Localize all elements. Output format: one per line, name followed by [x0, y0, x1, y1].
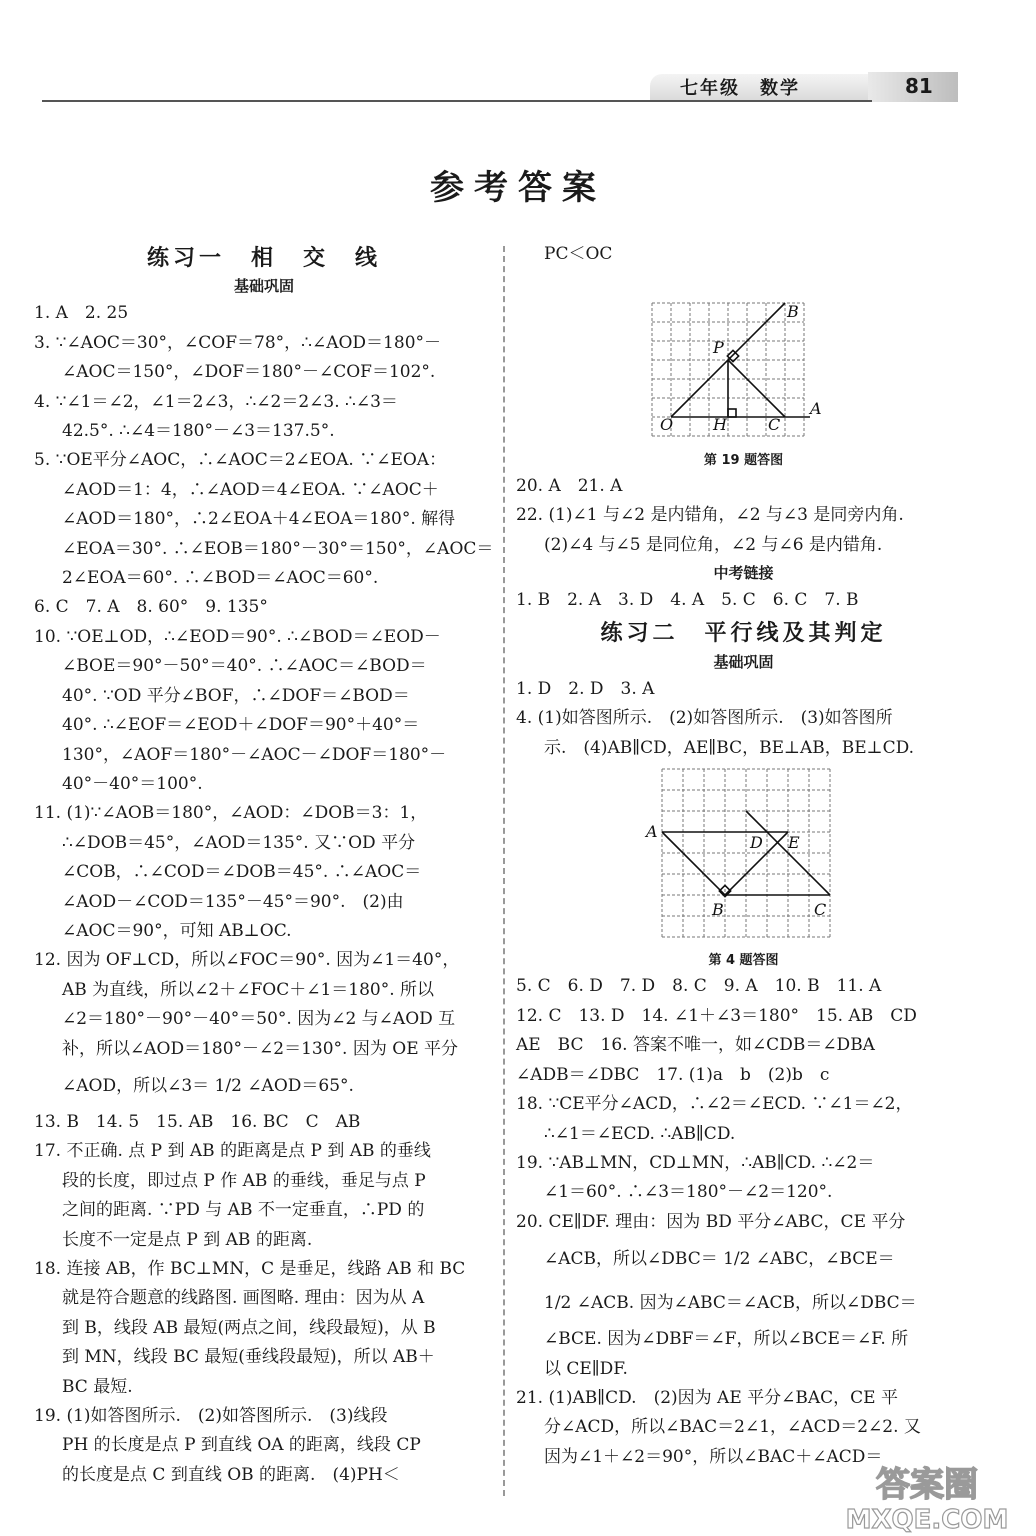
answer-line: 就是符合题意的线路图. 画图略. 理由：因为从 A: [62, 1288, 425, 1309]
answer-line: 17. 不正确. 点 P 到 AB 的距离是点 P 到 AB 的垂线: [34, 1141, 431, 1162]
answer-line: ∠EOA＝30°. ∴∠EOB＝180°－30°＝150°，∠AOC＝: [62, 538, 494, 559]
answer-line: 分∠ACD，所以∠BAC＝2∠1，∠ACD＝2∠2. 又: [544, 1417, 921, 1438]
figure-19: [516, 271, 971, 471]
fig4-label-D: D: [750, 833, 763, 853]
answer-line: ∠AOC＝90°，可知 AB⊥OC.: [62, 920, 292, 941]
answer-line: 示. (4)AB∥CD，AE∥BC，BE⊥AB，BE⊥CD.: [544, 737, 915, 758]
figure-19-diagram: [516, 271, 971, 439]
figure-4: [516, 765, 971, 972]
answer-line: 20. CE∥DF. 理由：因为 BD 平分∠ABC，CE 平分: [516, 1211, 906, 1232]
answer-line: 22. (1)∠1 与∠2 是内错角，∠2 与∠3 是同旁内角.: [516, 505, 904, 526]
figure-4-diagram: [516, 765, 971, 940]
fig19-label-P: P: [713, 338, 724, 358]
figure-4-lines: [662, 811, 830, 897]
answer-line: 12. C 13. D 14. ∠1＋∠3＝180° 15. AB CD: [516, 1005, 917, 1026]
answer-line: ∠AOC＝150°，∠DOF＝180°－∠COF＝102°.: [62, 362, 436, 383]
answer-line: ∠BOE＝90°－50°＝40°. ∴∠AOC＝∠BOD＝: [62, 656, 427, 677]
column-divider: [503, 246, 505, 1496]
watermark-text-cn: 答案圈: [876, 1465, 978, 1505]
figure-4-grid: [662, 769, 830, 937]
answer-line: 19. (1)如答图所示. (2)如答图所示. (3)线段: [34, 1406, 388, 1427]
fig4-label-B: B: [712, 900, 724, 920]
answer-line: 3. ∵∠AOC＝30°，∠COF＝78°，∴∠AOD＝180°－: [34, 332, 442, 353]
answer-line: 5. ∵OE平分∠AOC，∴∠AOC＝2∠EOA. ∵∠EOA：: [34, 450, 447, 471]
answer-line: ∠ACB，所以∠DBC＝ 1/2 ∠ABC，∠BCE＝: [544, 1249, 895, 1270]
answer-line: 1/2 ∠ACB. 因为∠ABC＝∠ACB，所以∠DBC＝: [544, 1293, 917, 1314]
section-subtitle-exam: 中考链接: [713, 564, 774, 583]
left-column: [34, 240, 494, 1490]
fig4-label-C: C: [814, 900, 827, 920]
figure-19-caption: 第 19 题答图: [703, 452, 784, 468]
answer-line: ∠1＝60°. ∴∠3＝180°－∠2＝120°.: [544, 1182, 833, 1203]
answer-line: 到 B，线段 AB 最短(两点之间，线段最短)，从 B: [62, 1317, 436, 1338]
answer-line: 2∠EOA＝60°. ∴∠BOD＝∠AOC＝60°.: [62, 568, 379, 589]
answer-line: 42.5°. ∴∠4＝180°－∠3＝137.5°.: [62, 421, 335, 442]
answer-line: 6. C 7. A 8. 60° 9. 135°: [34, 597, 268, 618]
answer-line: 40°－40°＝100°.: [62, 773, 203, 794]
answer-line: (2)∠4 与∠5 是同位角，∠2 与∠6 是内错角.: [544, 534, 883, 555]
fig19-label-H: H: [713, 415, 727, 435]
answer-line: AE BC 16. 答案不唯一，如∠CDB＝∠DBA: [516, 1035, 875, 1056]
answer-line: ∠AOD，所以∠3＝ 1/2 ∠AOD＝65°.: [62, 1075, 354, 1096]
section-subtitle-1: 基础巩固: [233, 277, 294, 296]
header-rule: [42, 100, 872, 102]
answer-line: 10. ∵OE⊥OD，∴∠EOD＝90°. ∴∠BOD＝∠EOD－: [34, 626, 441, 647]
answer-line: 1. D 2. D 3. A: [516, 678, 655, 699]
header-label: 七年级 数学: [680, 78, 800, 99]
section-title-1: 练习一 相 交 线: [146, 246, 381, 271]
page-number: 81: [905, 74, 933, 98]
answer-line: PH 的长度是点 P 到直线 OA 的距离，线段 CP: [62, 1435, 421, 1456]
fig4-label-E: E: [788, 833, 800, 853]
answer-line: ∴∠1＝∠ECD. ∴AB∥CD.: [544, 1123, 736, 1144]
watermark-text-url: MXQE.COM: [845, 1505, 1009, 1534]
answer-line: ∠BCE. 因为∠DBF＝∠F，所以∠BCE＝∠F. 所: [544, 1329, 909, 1350]
answer-line: 补，所以∠AOD＝180°－∠2＝130°. 因为 OE 平分: [62, 1038, 459, 1059]
answer-line: BC 最短.: [62, 1376, 133, 1397]
answer-line: ∠AOD－∠COD＝135°－45°＝90°. (2)由: [62, 891, 404, 912]
answer-line: 20. A 21. A: [516, 475, 623, 496]
answer-line: ∠ADB＝∠DBC 17. (1)a b (2)b c: [516, 1064, 830, 1085]
answer-line: 以 CE∥DF.: [544, 1358, 628, 1379]
fig19-label-B: B: [787, 302, 799, 322]
fig19-label-C: C: [768, 415, 781, 435]
answer-line: AB 为直线，所以∠2＋∠FOC＋∠1＝180°. 所以: [62, 979, 435, 1000]
answer-line: 18. 连接 AB，作 BC⊥MN，C 是垂足，线路 AB 和 BC: [34, 1259, 466, 1279]
answer-line: PC＜OC: [544, 244, 613, 264]
answer-line: ∠AOD＝180°，∴2∠EOA＋4∠EOA＝180°. 解得: [62, 509, 456, 530]
answer-line: 4. ∵∠1＝∠2，∠1＝2∠3，∴∠2＝2∠3. ∴∠3＝: [34, 391, 398, 412]
right-column: [516, 240, 971, 1472]
fig19-label-A: A: [810, 399, 822, 419]
answer-line: ∴∠DOB＝45°，∠AOD＝135°. 又∵OD 平分: [62, 832, 416, 853]
answer-line: 5. C 6. D 7. D 8. C 9. A 10. B 11. A: [516, 976, 882, 997]
answer-line: 19. ∵AB⊥MN，CD⊥MN，∴AB∥CD. ∴∠2＝: [516, 1152, 875, 1173]
answer-line: 的长度是点 C 到直线 OB 的距离. (4)PH＜: [62, 1464, 400, 1485]
watermark-logo: [822, 1454, 1032, 1534]
section-title-2: 练习二 平行线及其判定: [600, 621, 887, 647]
answer-line: 13. B 14. 5 15. AB 16. BC C AB: [34, 1111, 361, 1132]
answer-line: 1. B 2. A 3. D 4. A 5. C 6. C 7. B: [516, 590, 859, 611]
answer-line: ∠2＝180°－90°－40°＝50°. 因为∠2 与∠AOD 互: [62, 1009, 456, 1030]
answer-line: 1. A 2. 25: [34, 303, 129, 324]
answer-line: 12. 因为 OF⊥CD，所以∠FOC＝90°. 因为∠1＝40°，: [34, 950, 460, 971]
answer-line: 11. (1)∵∠AOB＝180°，∠AOD：∠DOB＝3：1，: [34, 803, 428, 824]
answer-line: 4. (1)如答图所示. (2)如答图所示. (3)如答图所: [516, 708, 893, 729]
answer-line: 130°，∠AOF＝180°－∠AOC－∠DOF＝180°－: [62, 744, 447, 765]
answer-line: 之间的距离. ∵PD 与 AB 不一定垂直，∴PD 的: [62, 1200, 425, 1221]
fig19-label-O: O: [660, 415, 674, 435]
answer-line: 到 MN，线段 BC 最短(垂线段最短)，所以 AB＋: [62, 1347, 435, 1368]
answer-line: ∠COB，∴∠COD＝∠DOB＝45°. ∴∠AOC＝: [62, 862, 422, 883]
answer-line: 因为∠1＋∠2＝90°，所以∠BAC＋∠ACD＝: [544, 1446, 883, 1467]
answer-line: 40°. ∵OD 平分∠BOF，∴∠DOF＝∠BOD＝: [62, 685, 410, 706]
answer-line: 21. (1)AB∥CD. (2)因为 AE 平分∠BAC，CE 平: [516, 1387, 898, 1408]
answer-line: 18. ∵CE平分∠ACD，∴∠2＝∠ECD. ∵∠1＝∠2，: [516, 1094, 913, 1115]
answer-line: 40°. ∴∠EOF＝∠EOD＋∠DOF＝90°＋40°＝: [62, 715, 420, 736]
section-subtitle-2: 基础巩固: [713, 652, 774, 671]
figure-4-caption: 第 4 题答图: [708, 953, 779, 969]
page-title: 参考答案: [430, 168, 606, 208]
answer-line: 长度不一定是点 P 到 AB 的距离.: [62, 1229, 313, 1250]
answer-line: ∠AOD＝1：4，∴∠AOD＝4∠EOA. ∵∠AOC＋: [62, 479, 439, 500]
fig4-label-A: A: [646, 822, 658, 842]
answer-line: 段的长度，即过点 P 作 AB 的垂线，垂足与点 P: [62, 1170, 426, 1191]
